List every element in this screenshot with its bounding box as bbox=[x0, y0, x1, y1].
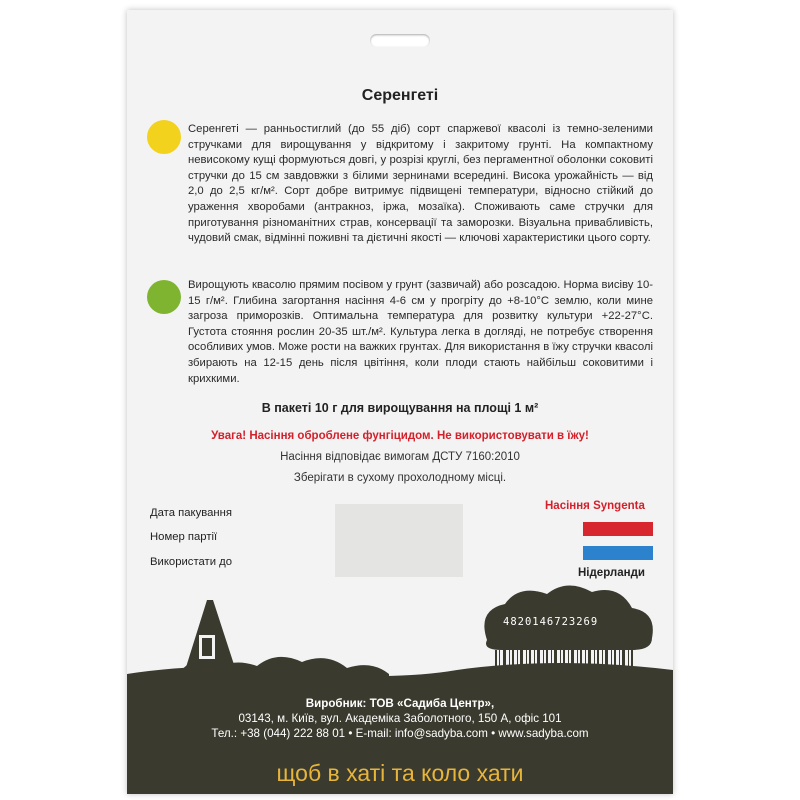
use-by-label: Використати до bbox=[150, 556, 233, 568]
pack-size-text: В пакеті 10 г для вирощування на площі 1 м² bbox=[261, 401, 539, 415]
standard-compliance: Насіння відповідає вимогам ДСТУ 7160:2010 bbox=[280, 451, 520, 463]
manufacturer-name: Виробник: ТОВ «Садиба Центр», bbox=[305, 697, 495, 710]
brand-slogan: щоб в хаті та коло хати bbox=[276, 760, 524, 786]
variety-description: Серенгеті — ранньостиглий (до 55 діб) сорт спаржевої квасолі із темно-зеленими стручками для вирощування у відкритому і закритому грунті. На компактному невисокому кущі формуються довгі, у розрізі круглі, без пергаментної оболонки соковиті стручки до 15 см завдовжки з білими зернинами всередині. Висока урожайність — від 2,0 до 2,5 кг/м². Сорт добре витримує підвищені температури, відносно стійкий до ураження хворобами (антракноз, іржа, мозаїка). Споживають саме стручки для приготування різноманітних страв, консервації та заморозки. Візуальна привабливість, чудовий смак, відмінні поживні та дієтичні якості — ключові характеристики цього сорту. bbox=[188, 123, 653, 245]
manufacturer-address: 03143, м. Київ, вул. Академіка Заболотного, 150 А, офіс 101 bbox=[238, 712, 562, 725]
cultivation-instructions: Вирощують квасолю прямим посівом у грунт (зазвичай) або розсадою. Норма висіву 10-15 г/м². Глибина загортання насіння 4-6 см у прогріту до +8-10°С землю, коли мине загроза приморозків. Оптимальна температура для розвитку культури +22-27°С. Густота стояння рослин 20-35 шт./м². Культура легка в догляді, не потребує створення особливих умов. Може рости на важких грунтах. Для використання в їжу стручки квасолі збирають на 12-15 день після цвітіння, коли плоди стають найбільш соковитими і крихкими. bbox=[188, 279, 653, 385]
date-stamp-area bbox=[335, 504, 463, 577]
flag-blue-stripe bbox=[583, 546, 653, 560]
batch-number-label: Номер партії bbox=[150, 531, 218, 543]
seed-brand: Насіння Syngenta bbox=[545, 500, 645, 512]
manufacturer-contacts: Тел.: +38 (044) 222 88 01 • E-mail: info@sadyba.com • www.sadyba.com bbox=[211, 727, 589, 740]
storage-instructions: Зберігати в сухому прохолодному місці. bbox=[293, 472, 507, 484]
origin-country: Нідерланди bbox=[578, 567, 645, 579]
green-dot-icon bbox=[147, 280, 181, 314]
barcode-number: 4820146723269 bbox=[503, 616, 599, 628]
seed-packet-back bbox=[127, 10, 673, 794]
hang-hole bbox=[370, 34, 430, 47]
variety-title: Серенгеті bbox=[361, 87, 439, 104]
flag-red-stripe bbox=[583, 522, 653, 536]
yellow-dot-icon bbox=[147, 120, 181, 154]
fungicide-warning: Увага! Насіння оброблене фунгіцидом. Не використовувати в їжу! bbox=[211, 430, 589, 442]
pack-date-label: Дата пакування bbox=[150, 507, 233, 519]
